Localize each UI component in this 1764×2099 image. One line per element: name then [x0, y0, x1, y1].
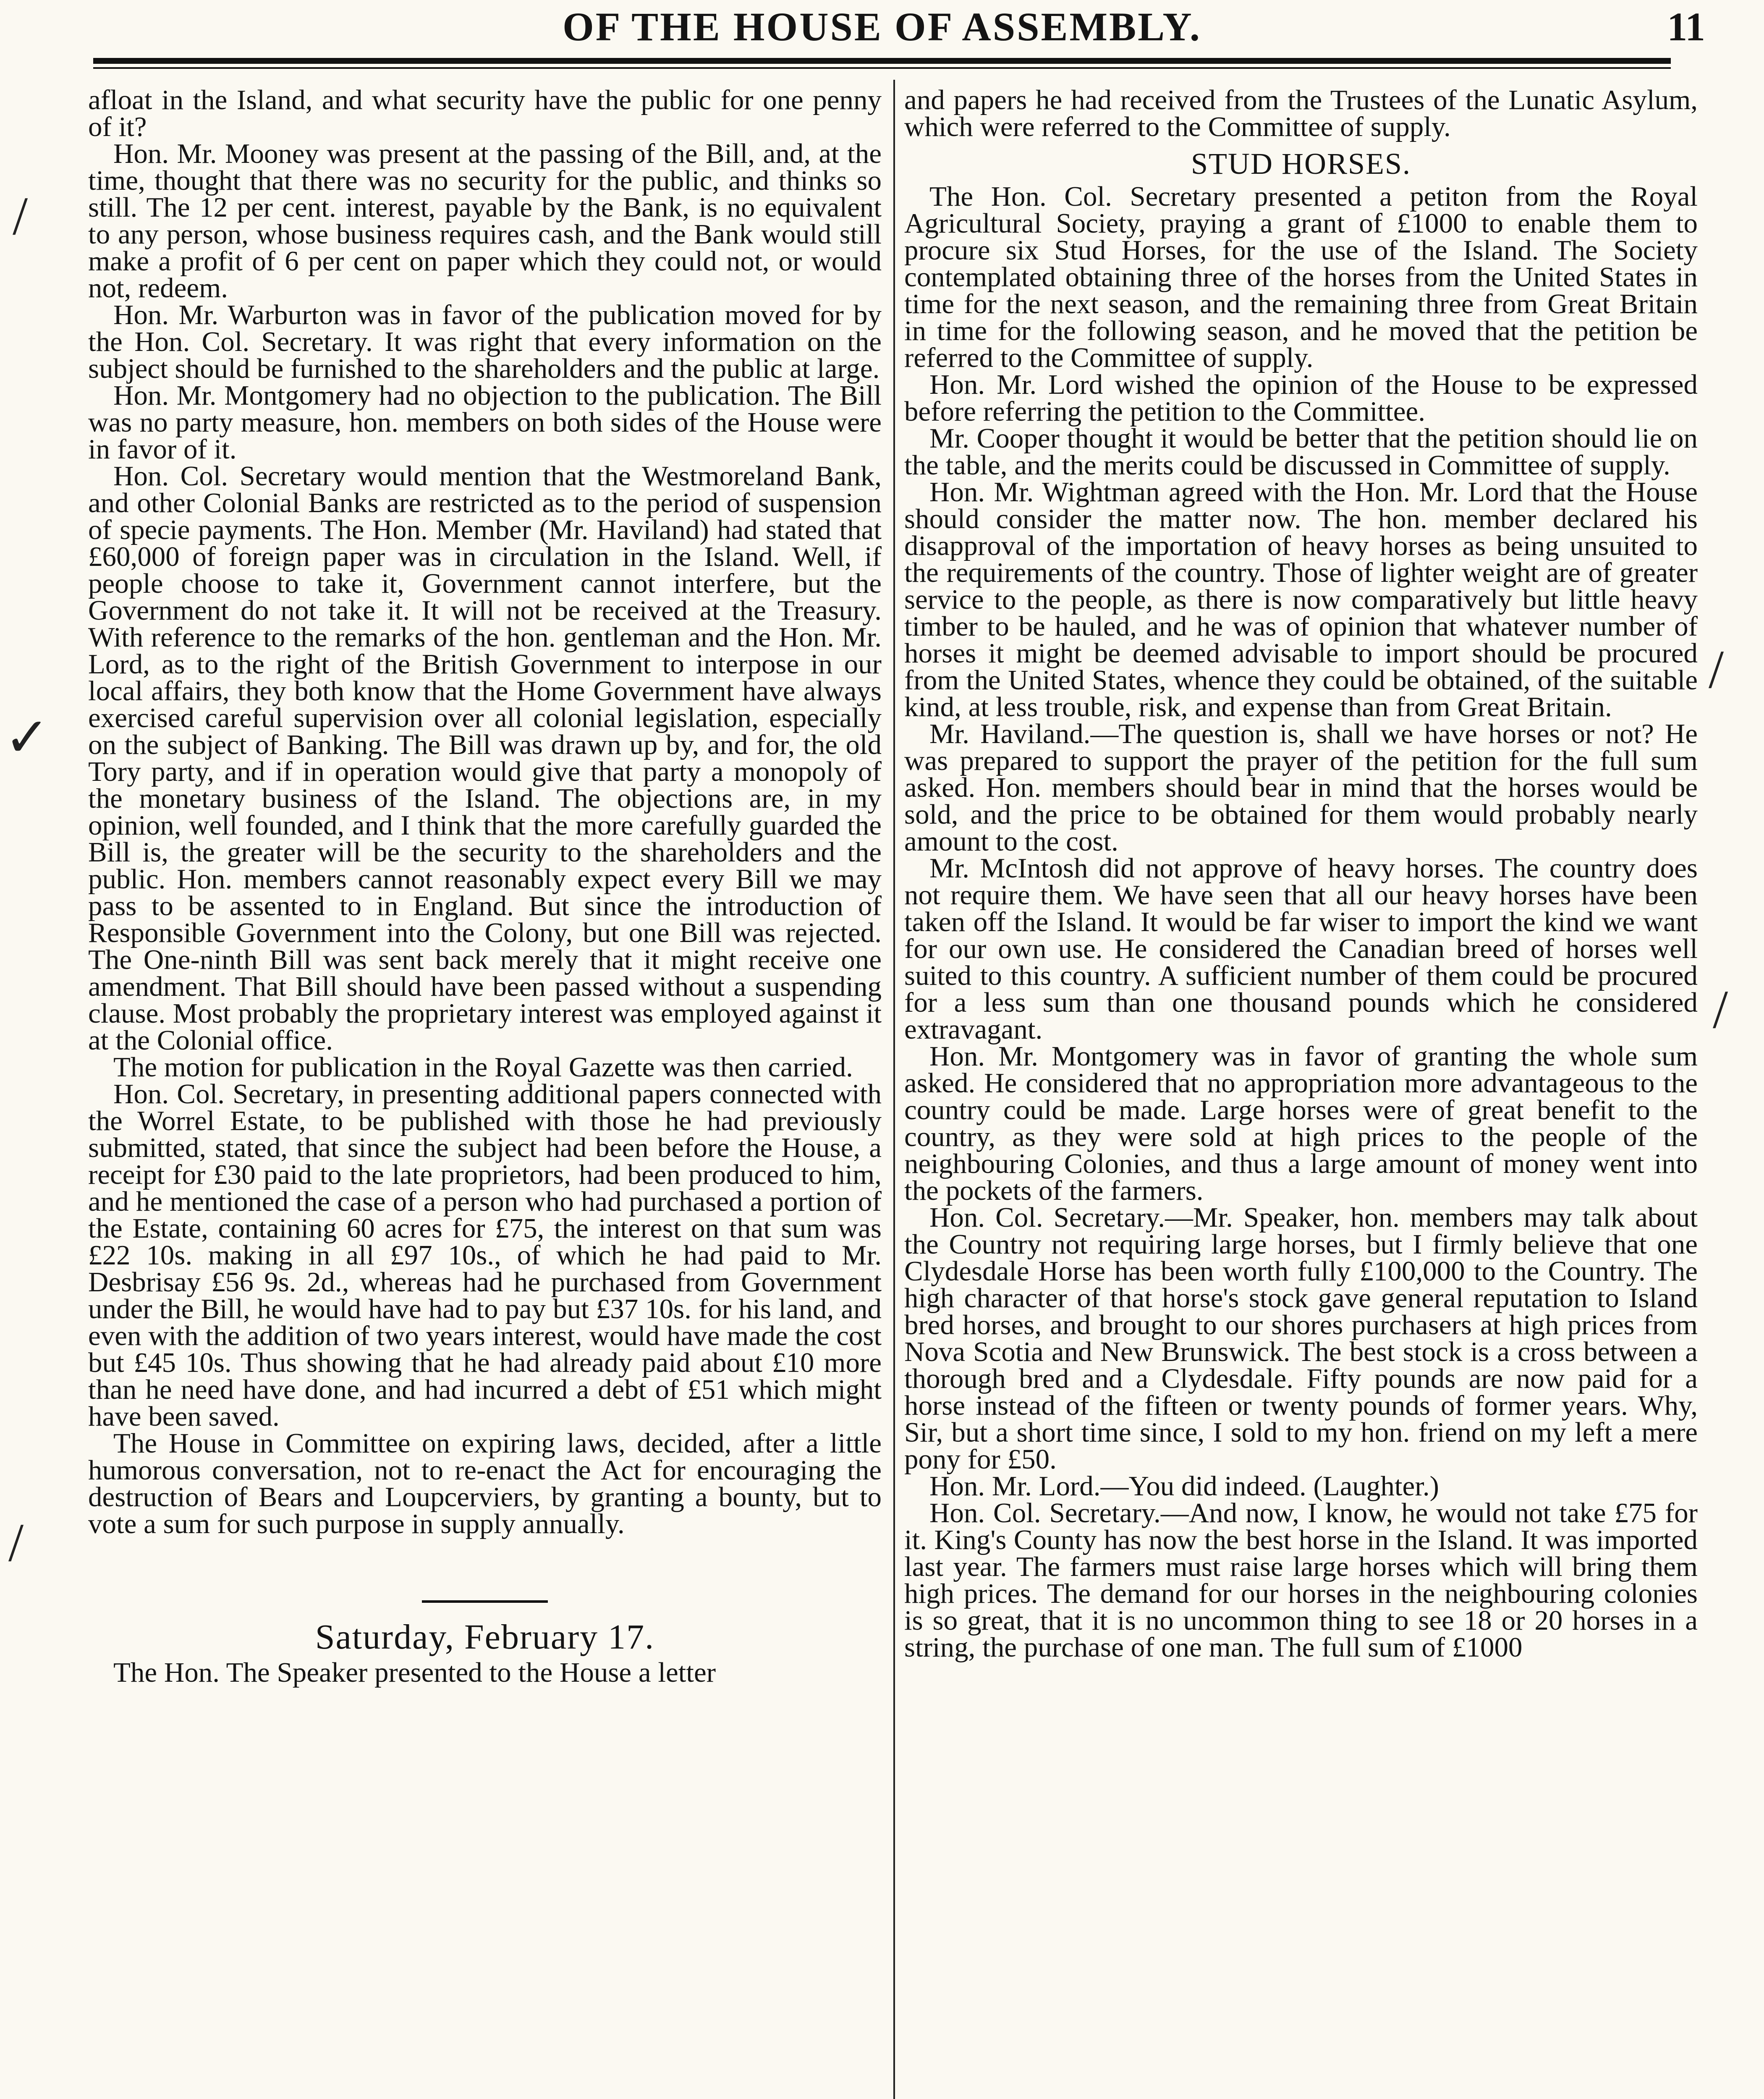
- paragraph: Mr. Haviland.—The question is, shall we have horses or not? He was prepared to support the prayer of the petition for the full sum asked. Hon. members should bear in mind that the horses would be sold, and the price to be obtained for them would probably nearly amount to the cost.: [904, 718, 1698, 857]
- paragraph: and papers he had received from the Trustees of the Lunatic Asylum, which were referred to the Committee of supply.: [904, 84, 1698, 142]
- paragraph: Hon. Col. Secretary, in presenting additional papers connected with the Worrel Estate, to be published with those he had previously submitted, stated, that since the subject had been before the House, a receipt for £30 paid to the late proprietors, had been produced to him, and he mentioned the case of a person who had purchased a portion of the Estate, containing 60 acres for £75, the interest on that sum was £22 10s. making in all £97 10s., of which he had paid to Mr. Desbrisay £56 9s. 2d., whereas had he purchased from Government under the Bill, he would have had to pay but £37 10s. for his land, and even with the addition of two years interest, would have made the cost but £45 10s. Thus showing that he had already paid about £10 more than he need have done, and had incurred a debt of £51 which might have been saved.: [88, 1078, 882, 1432]
- section-divider: [422, 1600, 548, 1603]
- paragraph: Hon. Mr. Montgomery had no objection to the publication. The Bill was no party measure, hon. members on both sides of the House were in favor of it.: [88, 380, 882, 465]
- paragraph: Hon. Col. Secretary.—Mr. Speaker, hon. members may talk about the Country not requiring large horses, but I firmly believe that one Clydesdale Horse has been worth fully £100,000 to the Country. The high character of that horse's stock gave general reputation to Island bred horses, and brought to our shores purchasers at high prices from Nova Scotia and New Brunswick. The best stock is a cross between a thorough bred and a Clydesdale. Fifty pounds are now paid for a horse instead of the fifteen or twenty pounds of former years. Why, Sir, but a short time since, I sold to my hon. friend on my left a mere pony for £50.: [904, 1202, 1698, 1475]
- paragraph: The motion for publication in the Royal Gazette was then carried.: [113, 1052, 853, 1083]
- page-number: 11: [1667, 4, 1705, 49]
- left-column: [88, 86, 882, 1686]
- paragraph: The Hon. The Speaker presented to the House a letter: [113, 1657, 716, 1688]
- paragraph: Hon. Mr. Montgomery was in favor of granting the whole sum asked. He considered that no appropriation more advantageous to the country could be made. Large horses were of great benefit to the country, as they were sold at high prices to the people of the neighbouring Colonies, and thus a large amount of money went into the pockets of the farmers.: [904, 1041, 1698, 1206]
- paragraph: The Hon. Col. Secretary presented a petiton from the Royal Agricultural Society, praying a grant of £1000 to enable them to procure six Stud Horses, for the use of the Island. The Society contemplated obtaining three of the horses from the United States in time for the next season, and the remaining three from Great Britain in time for the following season, and he moved that the petition be referred to the Committee of supply.: [904, 181, 1698, 373]
- section-heading: STUD HORSES.: [1191, 147, 1411, 181]
- paragraph: Hon. Mr. Warburton was in favor of the publication moved for by the Hon. Col. Secretary. It was right that every information on the subject should be furnished to the shareholders and the public at large.: [88, 299, 882, 384]
- paragraph: Hon. Mr. Lord wished the opinion of the House to be expressed before referring the petition to the Committee.: [904, 369, 1698, 427]
- running-title: OF THE HOUSE OF ASSEMBLY.: [563, 4, 1201, 49]
- paragraph: Hon. Mr. Mooney was present at the passing of the Bill, and, at the time, thought that there was no security for the public, and thinks so still. The 12 per cent. interest, payable by the Bank, is no equivalent to any person, whose business requires cash, and the Bank would still make a profit of 6 per cent on paper which they could not, or would not, redeem.: [88, 138, 882, 304]
- margin-mark-slash: /: [1713, 979, 1728, 1040]
- paragraph: Hon. Col. Secretary would mention that the Westmoreland Bank, and other Colonial Banks are restricted as to the period of suspension of specie payments. The Hon. Member (Mr. Haviland) had stated that £60,000 of foreign paper was in circulation in the Island. Well, if people choose to take it, Government cannot interfere, but the Government do not take it. It will not be received at the Treasury. With reference to the remarks of the hon. gentleman and the Hon. Mr. Lord, as to the right of the British Government to interpose in our local affairs, they both know that the Home Government have always exercised careful supervision over all colonial legislation, especially on the subject of Banking. The Bill was drawn up by, and for, the old Tory party, and if in operation would give that party a monopoly of the monetary business of the Island. The objections are, in my opinion, well founded, and I think that the more carefully guarded the Bill is, the greater will be the security to the shareholders and the public. Hon. members cannot reasonably expect every Bill we may pass to be assented to in England. But since the introduction of Responsible Government into the Colony, but one Bill was rejected. The One-ninth Bill was sent back merely that it might receive one amendment. That Bill should have been passed without a suspending clause. Most probably the proprietary interest was employed against it at the Colonial office.: [88, 461, 882, 1056]
- right-column: [904, 86, 1698, 1661]
- header-rule-thin: [93, 67, 1671, 69]
- margin-mark-slash: /: [8, 1513, 24, 1573]
- paragraph: Hon. Mr. Wightman agreed with the Hon. Mr. Lord that the House should consider the matter now. The hon. member declared his disapproval of the importation of heavy horses as being unsuited to the requirements of the country. Those of lighter weight are of greater service to the people, as there is now comparatively but little heavy timber to be hauled, and he was of opinion that whatever number of horses it might be deemed advisable to import should be procured from the United States, whence they could be obtained, of the suitable kind, at less trouble, risk, and expense than from Great Britain.: [904, 476, 1698, 722]
- paragraph: Hon. Col. Secretary.—And now, I know, he would not take £75 for it. King's County has now the best horse in the Island. It was imported last year. The farmers must raise large horses which will bring them high prices. The demand for our horses in the neighbouring colonies is so great, that it is no uncommon thing to see 18 or 20 horses in a string, the purchase of one man. The full sum of £1000: [904, 1497, 1698, 1663]
- paragraph: The House in Committee on expiring laws, decided, after a little humorous conversation, not to re-enact the Act for encouraging the destruction of Bears and Loupcerviers, by granting a bounty, but to vote a sum for such purpose in supply annually.: [88, 1428, 882, 1539]
- margin-mark-slash: /: [13, 186, 28, 246]
- margin-mark-slash: /: [1709, 639, 1724, 700]
- paragraph: Mr. Cooper thought it would be better that the petition should lie on the table, and the merits could be discussed in Committee of supply.: [904, 423, 1698, 481]
- paragraph: Hon. Mr. Lord.—You did indeed. (Laughter.): [929, 1471, 1439, 1502]
- header-rule-thick: [93, 58, 1671, 64]
- date-heading: Saturday, February 17.: [315, 1617, 655, 1657]
- page-header: [0, 0, 1764, 59]
- paragraph: afloat in the Island, and what security have the public for one penny of it?: [88, 84, 882, 142]
- column-divider: [893, 80, 895, 2099]
- margin-mark-check: ✓: [4, 708, 50, 768]
- paragraph: Mr. McIntosh did not approve of heavy horses. The country does not require them. We have seen that all our heavy horses have been taken off the Island. It would be far wiser to import the kind we want for our own use. He considered the Canadian breed of horses well suited to this country. A sufficient number of them could be procured for a less sum than one thousand pounds which he considered extravagant.: [904, 853, 1698, 1045]
